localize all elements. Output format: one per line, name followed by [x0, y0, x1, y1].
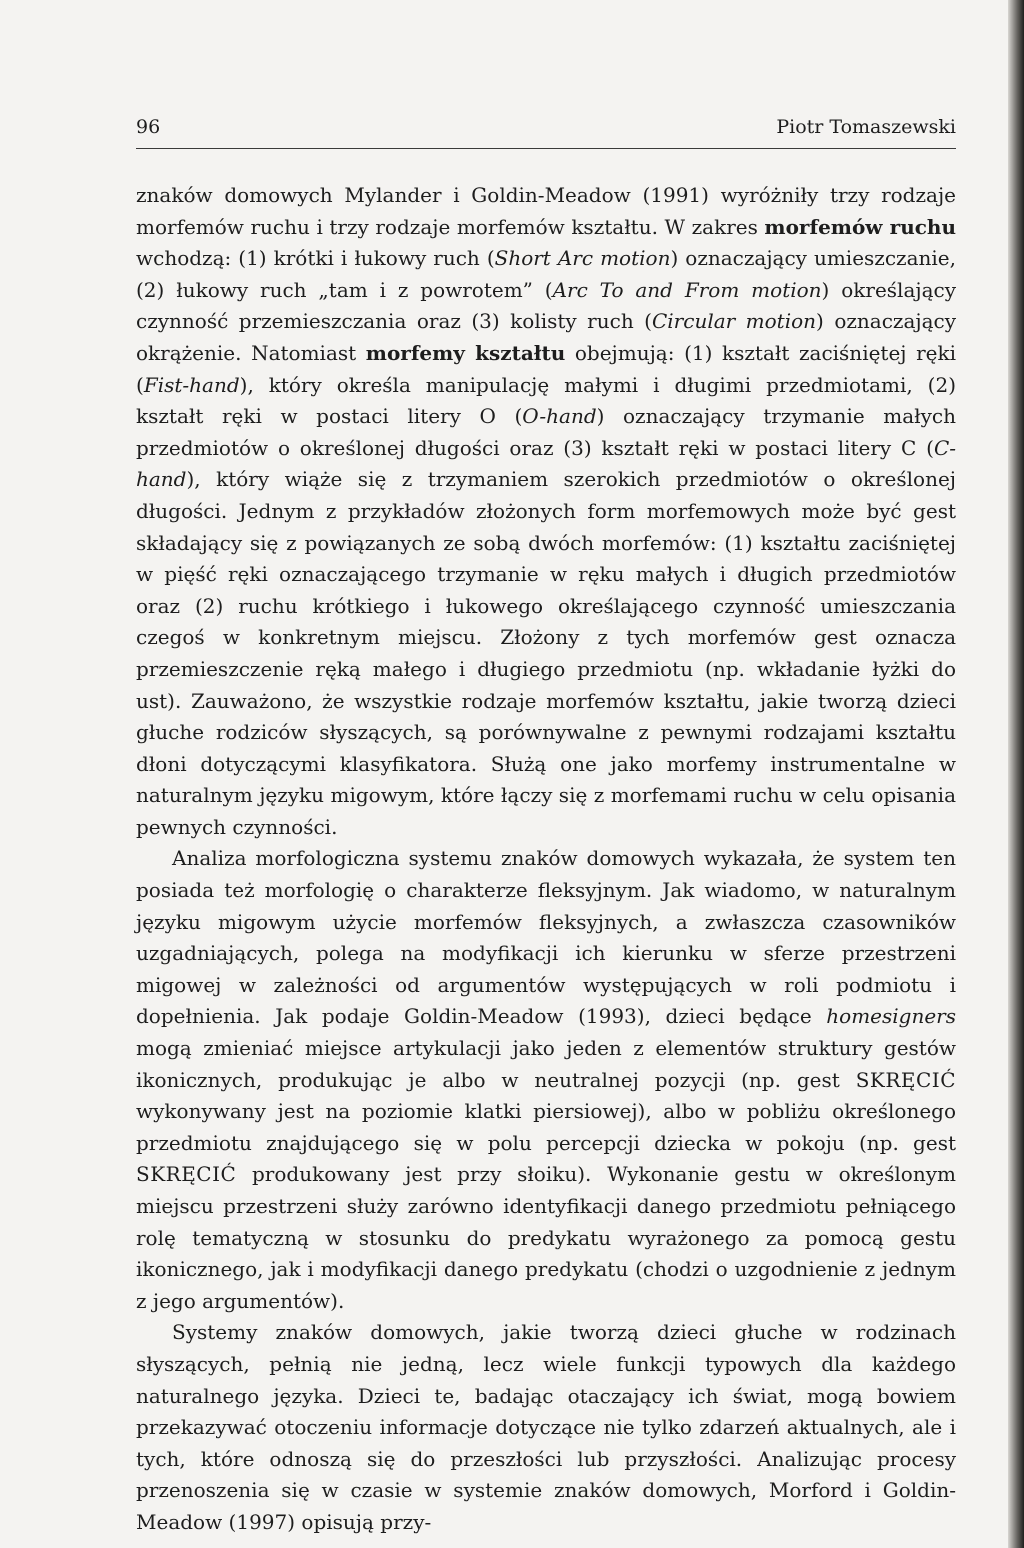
text-run: obejmują: (1) kształt zaciśniętej ręki ( — [136, 340, 957, 397]
paragraph — [136, 843, 956, 1317]
text-run: ) oznaczający trzymanie małych przedmiotów o określonej długości oraz (3) kształt ręki w postaci litery C ( — [136, 404, 957, 460]
text-run: ), który określa manipulację małymi i długimi przedmiotami, (2) kształt ręki w postaci litery O ( — [136, 372, 956, 429]
italic-term: Short Arc motion — [494, 246, 671, 271]
text-run: ) oznaczający umieszczanie, (2) łukowy ruch „tam i z powrotem” ( — [136, 246, 956, 302]
paragraph — [136, 180, 956, 843]
text-run: Systemy znaków domowych, jakie tworzą dzieci głuche w rodzinach słyszących, pełnią nie jedną, lecz wiele funkcji typowych dla każdego naturalnego języka. Dzieci te, badając otaczający ich świat, mogą bowiem przekazywać otoczeniu informacje dotyczące nie tylko zdarzeń aktualnych, ale i tych, które odnoszą się do przeszłości lub przyszłości. Analizując procesy przenoszenia się w czasie w systemie znaków domowych, Morford i Goldin-Meadow (1997) opisują przy- — [136, 1320, 956, 1534]
italic-term: C-hand — [136, 435, 956, 492]
bold-term: morfemów ruchu — [764, 214, 957, 239]
text-run: Analiza morfologiczna systemu znaków domowych wykazała, że system ten posiada też morfologię o charakterze fleksyjnym. Jak wiadomo, w naturalnym języku migowym użycie morfemów fleksyjnych, a zwłaszcza czasowników uzgadniających, polega na modyfikacji ich kierunku w sferze przestrzeni migowej w zależności od argumentów występujących w roli podmiotu i dopełnienia. Jak podaje Goldin-Meadow (1993), dzieci będące — [136, 846, 956, 1029]
italic-term: Circular motion — [651, 309, 817, 334]
text-run: ), który wiąże się z trzymaniem szerokich przedmiotów o określonej długości. Jednym z przykładów złożonych form morfemowych może być gest składający się z powiązanych ze sobą dwóch morfemów: (1) kształtu zaciśniętej w pięść ręki oznaczającego trzymanie w ręku małych i długich przedmiotów oraz (2) ruchu krótkiego i łukowego określającego czynność umieszczania czegoś w konkretnym miejscu. Złożony z tych morfemów gest oznacza przemieszczenie ręką małego i długiego przedmiotu (np. wkładanie łyżki do ust). Zauważono, że wszystkie rodzaje morfemów kształtu, jakie tworzą dzieci głuche rodziców słyszących, są porównywalne z pewnymi rodzajami kształtu dłoni dotyczącymi klasyfikatora. Służą one jako morfemy instrumentalne w naturalnym języku migowym, które łączy się z morfemami ruchu w celu opisania pewnych czynności. — [136, 467, 956, 839]
gloss-term: SKRĘCIĆ — [855, 1067, 956, 1092]
text-run: wykonywany jest na poziomie klatki piersiowej), albo w pobliżu określonego przedmiotu znajdującego się w polu percepcji dziecka w pokoju (np. gest — [136, 1099, 956, 1155]
running-header — [136, 116, 956, 149]
gloss-term: SKRĘCIĆ — [136, 1162, 237, 1187]
italic-term: homesigners — [826, 1004, 956, 1029]
page-edge-shadow — [1008, 0, 1024, 1548]
body-text — [136, 180, 956, 1539]
text-run: wchodzą: (1) krótki i łukowy ruch ( — [136, 246, 495, 271]
text-run: ) oznaczający okrążenie. Natomiast — [136, 309, 956, 365]
text-run: znaków domowych Mylander i Goldin-Meadow (1991) wyróżniły trzy rodzaje morfemów ruchu i trzy rodzaje morfemów kształtu. W zakres — [136, 183, 956, 239]
text-run: produkowany jest przy słoiku). Wykonanie gestu w określonym miejscu przestrzeni służy zarówno identyfikacji danego przedmiotu pełniącego rolę tematyczną w stosunku do predykatu wyrażonego za pomocą gestu ikonicznego, jak i modyfikacji danego predykatu (chodzi o uzgodnienie z jednym z jego argumentów). — [136, 1162, 956, 1313]
paragraph — [136, 1317, 956, 1538]
page-number: 96 — [136, 116, 161, 138]
bold-term: morfemy kształtu — [365, 340, 566, 365]
text-run: mogą zmieniać miejsce artykulacji jako jeden z elementów struktury gestów ikonicznych, produkując je albo w neutralnej pozycji (np. gest — [136, 1036, 956, 1092]
italic-term: Fist-hand — [143, 372, 240, 397]
italic-term: O-hand — [522, 404, 597, 429]
running-head-author: Piotr Tomaszewski — [776, 116, 956, 138]
text-run: ) określający czynność przemieszczania oraz (3) kolisty ruch ( — [136, 277, 956, 334]
italic-term: Arc To and From motion — [552, 277, 822, 302]
